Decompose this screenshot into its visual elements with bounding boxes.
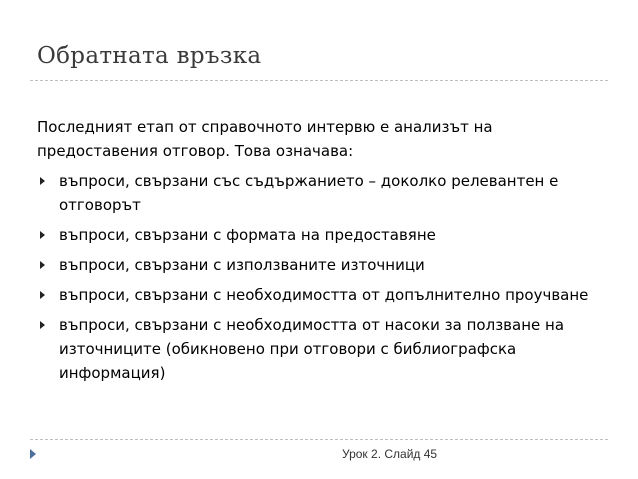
slide-body [37,115,607,391]
bullet-text: въпроси, свързани с използваните източници [59,256,425,274]
triangle-right-icon [40,261,45,269]
title-divider [30,80,608,81]
bullet-text: въпроси, свързани с необходимостта от допълнително проучване [59,286,589,304]
list-item [37,169,607,217]
triangle-right-icon [40,177,45,185]
bullet-list [37,169,607,385]
list-item [37,253,607,277]
slide-title: Обратната връзка [37,43,262,69]
bullet-text: въпроси, свързани със съдържанието – доколко релевантен е отговорът [59,172,559,214]
triangle-right-icon [40,321,45,329]
chevron-right-icon [30,449,36,459]
bullet-text: въпроси, свързани с необходимостта от насоки за ползване на източниците (обикновено при отговори с библиографска информация) [59,316,565,382]
triangle-right-icon [40,291,45,299]
list-item [37,313,607,385]
list-item [37,223,607,247]
intro-text: Последният етап от справочното интервю е анализът на предоставения отговор. Това означава: [37,118,493,160]
bullet-text: въпроси, свързани с формата на предоставяне [59,226,436,244]
triangle-right-icon [40,231,45,239]
footer-divider [30,439,608,440]
list-item [37,283,607,307]
slide-footer: Урок 2. Слайд 45 [342,447,438,461]
